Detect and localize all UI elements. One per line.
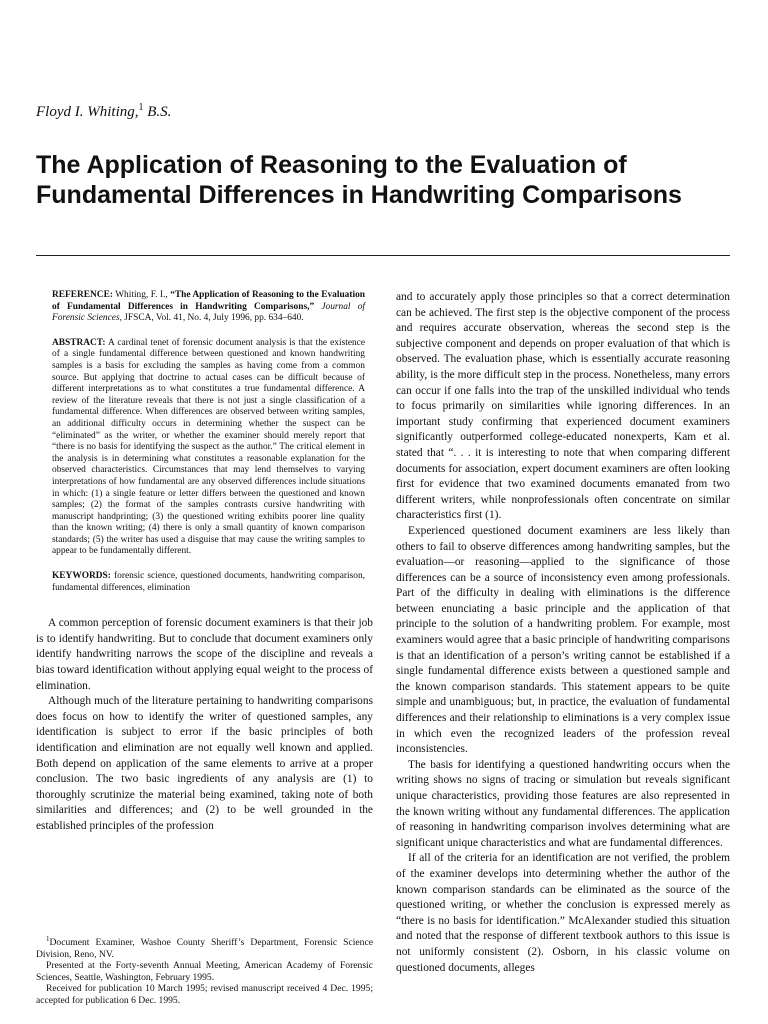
author-degree: B.S. (143, 104, 172, 120)
title-rule (36, 255, 730, 256)
author-name: Floyd I. Whiting, (36, 104, 139, 120)
keywords-paragraph (52, 571, 365, 594)
body-paragraph: Experienced questioned document examiners are less likely than others to fail to observe differences among handwriting samples, but the evaluation—or reasoning—applied to the significance of those differences can be a source of inconsistency even among professionals. Part of the difficulty in dealing with eliminations is the difference between enunciating a basic principle and the application of that principle to the solution of a handwriting problem. For example, most examiners would agree that a basic principle of handwriting comparisons is that an identification of a person’s writing cannot be established if a single fundamental difference exists between a questioned sample and the known comparison standards. This statement appears to be quite simple and unambiguous; but, in practice, the evaluation of fundamental differences and their relationship to eliminations is a very complex issue in which even the recognized leaders of the profession reveal inconsistencies. (396, 524, 730, 756)
footnote: $^1$Document Examiner, Washoe County Sheriff’s Department, Forensic Science Division, Reno, NV. (36, 935, 373, 960)
footnotes (36, 934, 373, 1007)
body-paragraph: Although much of the literature pertaining to handwriting comparisons does focus on how to identify the writer of questioned samples, any identification is subject to error if the basic principles of both identification and elimination are not equally well known and applied. Both depend on application of the same elements to arrive at a proper conclusion. The two basic ingredients of any analysis are (1) to thoroughly scrutinize the material being examined, taking note of both similarities and differences; and (2) to be well grounded in the established principles of the profession (36, 695, 373, 832)
paper-title: The Application of Reasoning to the Evaluation of Fundamental Differences in Handwriting Comparisons (36, 151, 682, 209)
body-paragraph: and to accurately apply those principles so that a correct determination can be achieved. The first step is the objective component of the process and requires accurate observation, whereas the second step is the subjective component and depends on proper evaluation of that which is observed. The evaluation phase, which is essentially accurate reasoning ability, is the more difficult step in the process. Nonetheless, many errors can occur if one falls into the trap of the unskilled individual who tends to focus primarily on similarities while ignoring differences. In an important study confirming that experienced document examiners significantly outperformed college-educated nonexperts, Kam et al. stated that “. . . it is interesting to note that when comparing different documents for association, expert document examiners are often looking first for evidence that two examined documents emanated from two different writers, while nonprofessionals often concentrate on similar characteristics first (1). (396, 291, 730, 522)
reference-details: JFSCA, Vol. 41, No. 4, July 1996, pp. 634–640. (121, 313, 304, 324)
footnote: Presented at the Forty-seventh Annual Meeting, American Academy of Forensic Sciences, Seattle, Washington, February 1995. (36, 960, 373, 983)
reference-authors: Whiting, F. I., (112, 290, 171, 300)
reference-label: REFERENCE: (52, 290, 113, 300)
abstract-paragraph (52, 338, 365, 558)
reference-paragraph (52, 290, 365, 325)
reference-journal: Journal of Forensic Sciences, (52, 301, 365, 324)
footnote-marker: 1 (46, 935, 50, 943)
author-footnote-marker: 1 (138, 102, 144, 113)
abstract-block (36, 290, 373, 594)
abstract-label: ABSTRACT: (52, 337, 106, 348)
body-paragraph: If all of the criteria for an identification are not verified, the problem of the examiner develops into determining whether the author of the known comparison standards can be eliminated as the source of the questioned writing, or whether the conclusion is expressed merely as “there is no basis for identification.” McAlexander studied this situation and noted that the response of different textbook authors to this issue is not uniformly consistent (2). Osborn, in his classic volume on questioned documents, alleges (396, 852, 730, 974)
abstract-text: A cardinal tenet of forensic document analysis is that the existence of a single fundamental difference between questioned and known handwriting samples is a basis for excluding the samples as having come from a common source. But applying that doctrine to actual cases can be difficult because of different interpretations as to what constitutes a true fundamental difference. A review of the literature reveals that there is not just a single classification of a fundamental difference. When differences are observed between writing samples, an additional difficulty occurs in determining whether the suspect can be “eliminated” as the writer, or whether the examiner should merely report that “there is no basis for identifying the suspect as the author.” The critical element in the analysis is in determining what constitutes a reasonable explanation for the observed characteristics. Circumstances that may lend themselves to varying interpretations of how fundamental are any observed differences include situations in which: (1) a single feature or letter differs between the questioned and known samples; (2) the format of the samples contrasts cursive handwriting with manuscript handprinting; (3) the questioned writing exhibits poorer line quality than the known writing; (4) there is only a small quantity of known comparison standards; (5) the writer has used a disguise that may cause the writing samples to appear to be fundamentally different. (52, 337, 365, 557)
author-line (36, 102, 171, 121)
keywords-label: KEYWORDS: (52, 571, 111, 582)
left-column (36, 290, 373, 835)
body-right (396, 290, 730, 976)
body-paragraph: A common perception of forensic document examiners is that their job is to identify handwriting. But to conclude that document examiners only identify handwriting narrows the scope of the discipline and reveals a bias toward identification without applying equal weight to the process of elimination. (36, 617, 373, 692)
right-column (396, 290, 730, 976)
reference-article-title: “The Application of Reasoning to the Evaluation of Fundamental Differences in Handwriting Comparisons,” (52, 290, 365, 312)
footnote: Received for publication 10 March 1995; revised manuscript received 4 Dec. 1995; accepted for publication 6 Dec. 1995. (36, 983, 373, 1006)
body-paragraph: The basis for identifying a questioned handwriting occurs when the writing shows no signs of tracing or simulation but reveals significant unique characteristics, providing those features are also represented in the known writing without any fundamental differences. The application of reasoning in handwriting comparison involves determining what are significant unique characteristics and what are fundamental differences. (396, 758, 730, 849)
keywords-text: forensic science, questioned documents, handwriting comparison, fundamental differences, elimination (52, 571, 365, 593)
body-left (36, 616, 373, 834)
